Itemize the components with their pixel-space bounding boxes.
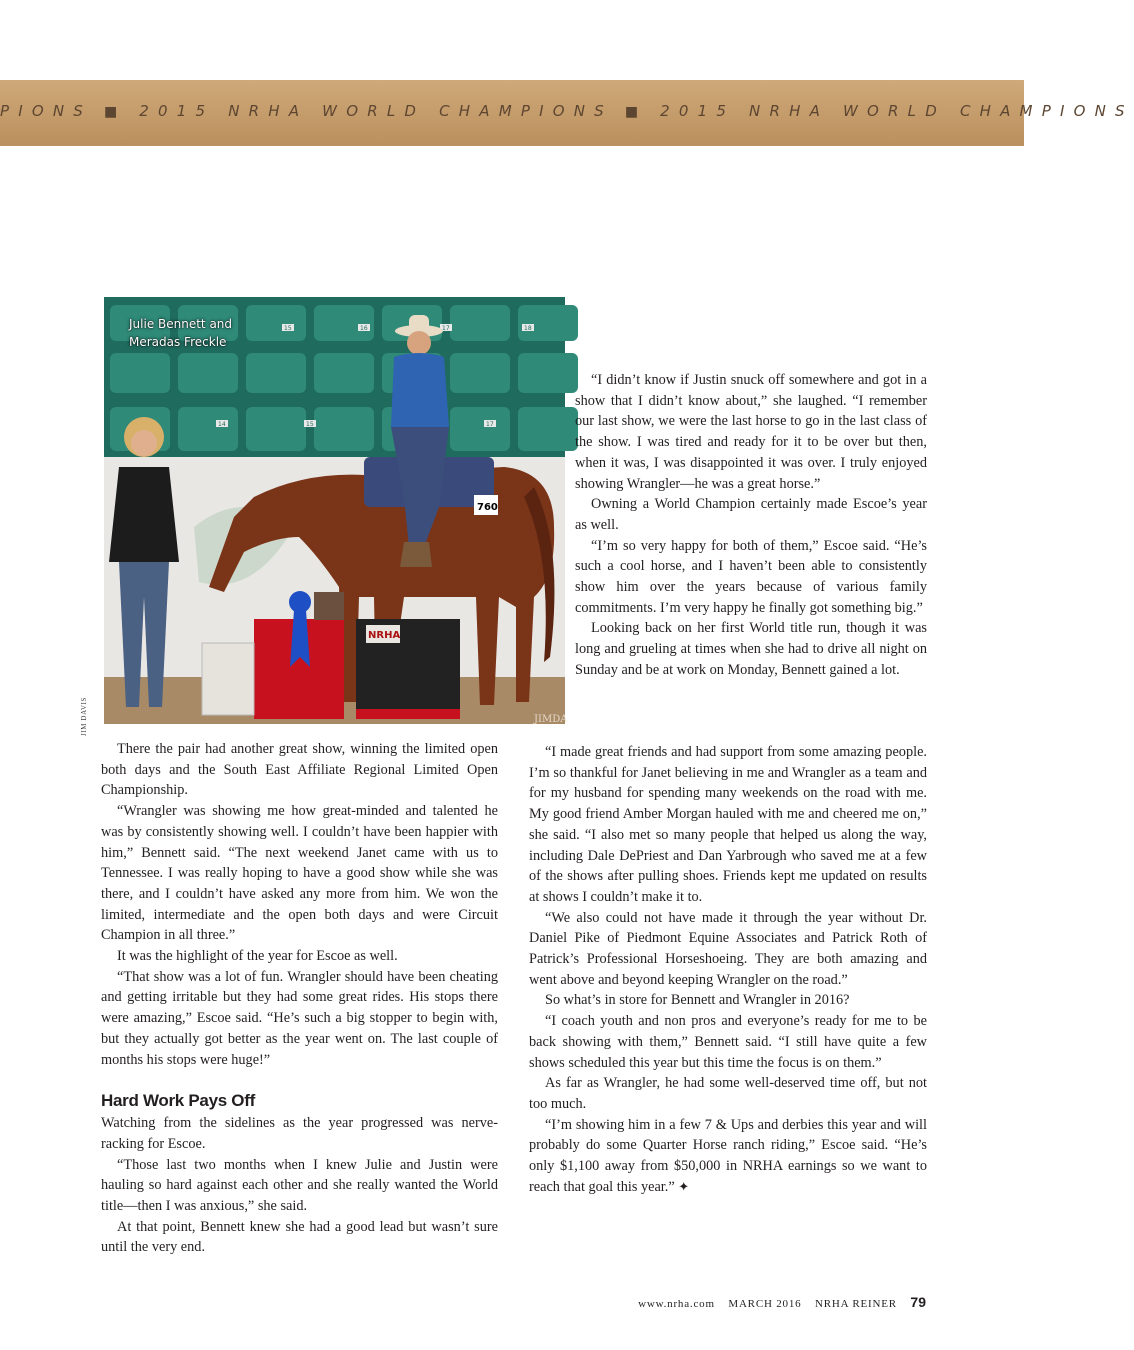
banner-segment: PIONS [0,102,93,120]
paragraph: At that point, Bennett knew she had a good lead but wasn’t sure until the very end. [101,1218,498,1256]
paragraph [529,1115,927,1199]
paragraph: “I coach youth and non pros and everyone’s ready for me to be back showing with them,” Bennett said. “I still have quite a few shows scheduled this year but this time the focus is on them.” [529,1013,927,1071]
paragraph: Watching from the sidelines as the year progressed was nerve-racking for Escoe. [101,1115,498,1152]
section-banner [0,80,1134,146]
photo-illustration [104,297,568,725]
banner-segment: 2015 NRHA WORLD CHAMPIONS [139,102,613,120]
photo-watermark: JIMDA [534,714,568,725]
page-number: 79 [910,1294,926,1310]
section-subhead: Hard Work Pays Off [101,1091,255,1111]
svg-text:18: 18 [524,325,532,332]
svg-text:17: 17 [486,421,494,428]
paragraph: “Wrangler was showing me how great-minded and talented he was by consistently showing well. I couldn’t have been happier with him,” Bennett said. “The next weekend Janet came with us to Tennessee. I was really hoping to have a good show while she was there, and I couldn’t have asked any more from him. We won the limited, intermediate and the open both days and were Circuit Champion in all three.” [101,803,498,944]
paragraph: “I didn’t know if Justin snuck off somewhere and got in a show that I didn’t know about,” she laughed. “I remember our last show, we were the last horse to go in the last class of the show. I was tired and ready for it to be over but then, when it was, I was disappointed it was over. I truly enjoyed showing Wrangler—he was a great horse.” [575,372,927,492]
nrha-tag: NRHA [368,630,401,641]
photo-caption [129,315,329,351]
article-column-left [101,739,498,1258]
square-separator-icon: ■ [624,104,639,120]
paragraph: “That show was a lot of fun. Wrangler should have been cheating and getting irritable but they had some great rides. His stops there were amazing,” Escoe said. “He’s such a big stopper to begin with, but they actually got better as the year went on. The last couple of months his stops were huge!” [101,968,498,1068]
svg-text:15: 15 [306,421,314,428]
paragraph: “I’m so very happy for both of them,” Escoe said. “He’s such a cool horse, and I haven’t been able to consistently show him over the years because of various family commitments. I’m very happy he finally got something big.” [575,537,927,616]
svg-text:14: 14 [218,421,226,428]
svg-text:15: 15 [284,325,292,332]
paragraph: Owning a World Champion certainly made Escoe’s year as well. [575,496,927,533]
paragraph: So what’s in store for Bennett and Wrangler in 2016? [545,992,850,1009]
paragraph: There the pair had another great show, winning the limited open both days and the South East Affiliate Regional Limited Open Championship. [101,741,498,799]
article-column-right-top [575,370,927,681]
caption-line: Meradas Freckle [129,335,227,349]
paragraph: Looking back on her first World title run, though it was long and grueling at times when she had to drive all night on Sunday and be at work on Monday, Bennett gained a lot. [575,620,927,678]
trophy [314,592,344,620]
page-footer [628,1294,926,1310]
paragraph: “I made great friends and had support from some amazing people. I’m so thankful for Janet believing in me and Wrangler as a team and for my husband for spending many weekends on the road with me. My good friend Amber Morgan hauled with me and cheered me on,” she said. “I also met so many people that helped us along the way, including Dale DePriest and Dan Yarbrough who saved me at a few of the shows after pulling shoes. Friends kept me updated on results at shows I couldn’t make it to. [529,744,927,905]
paragraph: “Those last two months when I knew Julie and Justin were hauling so hard against each other and she really wanted the World title—then I was anxious,” she said. [101,1156,498,1215]
paragraph-text: “I’m showing him in a few 7 & Ups and derbies this year and will probably do some Quarter Horse ranch riding,” Escoe said. “He’s only $1,100 away from $50,000 in NRHA earnings so we want to reach that goal this year.” [529,1116,927,1195]
footer-magazine: NRHA REINER [815,1298,897,1310]
svg-text:16: 16 [360,325,368,332]
footer-url: www.nrha.com [638,1298,715,1310]
banner-segment: 2015 NRHA WORLD CHAMPIONS [660,102,1134,120]
ribbon [289,591,311,613]
footer-issue: MARCH 2016 [728,1298,802,1310]
gift-bag [202,643,254,715]
svg-text:17: 17 [442,325,450,332]
paragraph: “We also could not have made it through the year without Dr. Daniel Pike of Piedmont Equine Associates and Patrick Roth of Patrick’s Professional Horseshoeing. They are both amazing and went above and beyond keeping Wrangler on the road.” [529,909,927,988]
article-photo [104,297,568,725]
paragraph: As far as Wrangler, he had some well-deserved time off, but not too much. [529,1075,927,1112]
square-separator-icon: ■ [104,104,118,120]
back-number: 760 [477,502,498,513]
caption-line: Julie Bennett and [129,317,233,331]
paragraph: It was the highlight of the year for Escoe as well. [117,948,398,965]
end-mark-icon: ✦ [678,1179,690,1195]
banner-text [0,102,1134,120]
article-column-right-bottom [529,742,927,1198]
photo-credit: JIM DAVIS [80,697,88,736]
